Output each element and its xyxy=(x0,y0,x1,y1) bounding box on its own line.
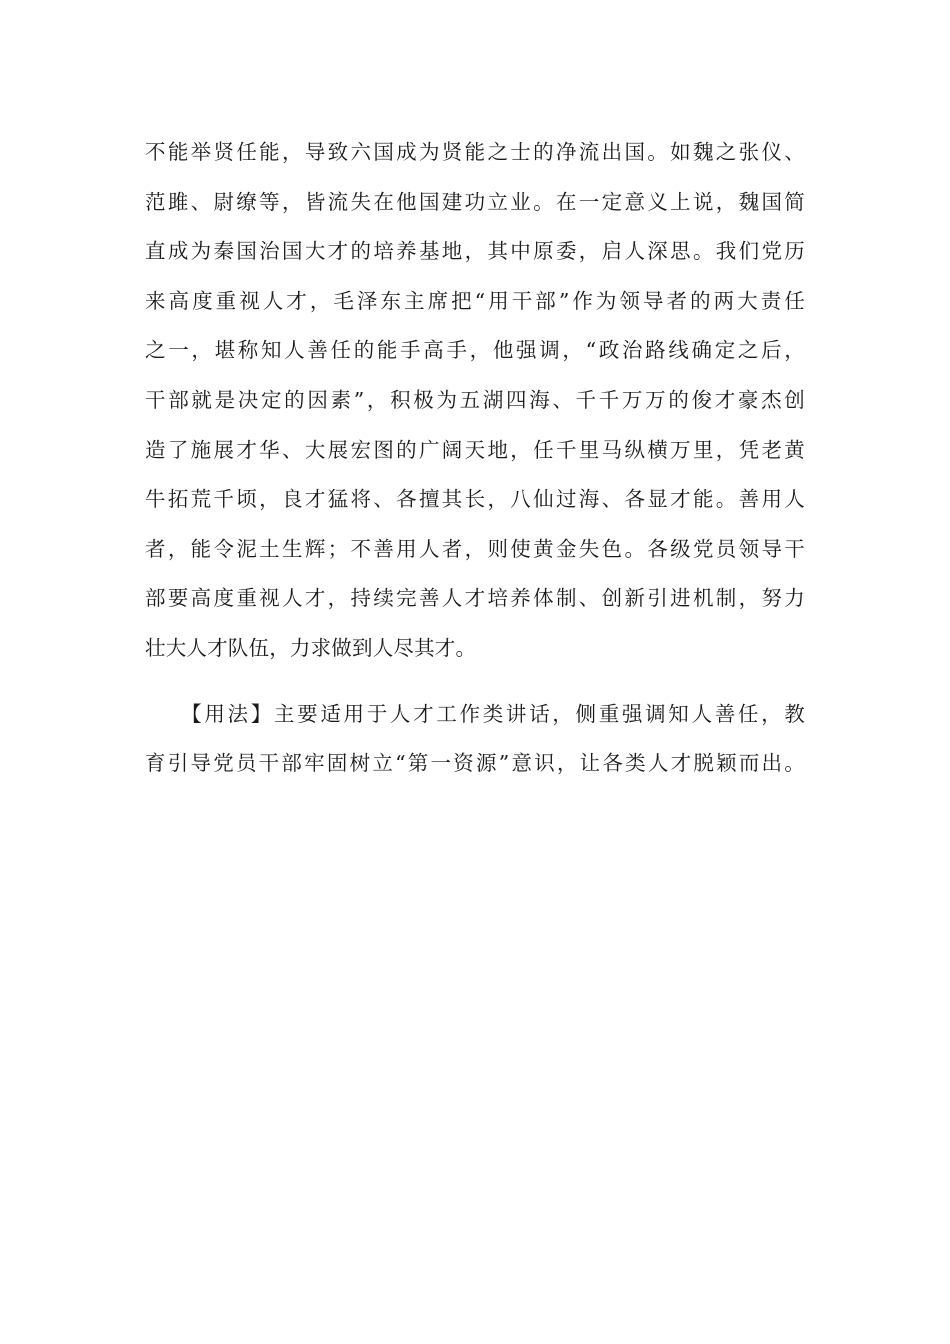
paragraph-line: 【用法】主要适用于人才工作类讲话，侧重强调知人善任，教 xyxy=(145,701,805,726)
paragraph-line: 者，能令泥土生辉；不善用人者，则使黄金失色。各级党员领导干 xyxy=(145,536,805,561)
paragraph-line: 范雎、尉缭等，皆流失在他国建功立业。在一定意义上说，魏国简 xyxy=(145,189,805,214)
paragraph-line: 造了施展才华、大展宏图的广阔天地，任千里马纵横万里，凭老黄 xyxy=(145,437,805,462)
paragraph-line: 不能举贤任能，导致六国成为贤能之士的净流出国。如魏之张仪、 xyxy=(145,140,805,164)
paragraph-line: 之一，堪称知人善任的能手高手，他强调，“政治路线确定之后， xyxy=(145,338,805,363)
paragraph-1 xyxy=(145,128,805,674)
paragraph-2 xyxy=(145,690,805,789)
paragraph-spacer xyxy=(145,674,805,690)
paragraph-line: 干部就是决定的因素”，积极为五湖四海、千千万万的俊才豪杰创 xyxy=(145,387,805,412)
paragraph-line: 牛拓荒千顷，良才猛将、各擅其长，八仙过海、各显才能。善用人 xyxy=(145,487,805,512)
paragraph-line: 壮大人才队伍，力求做到人尽其才。 xyxy=(145,635,477,660)
paragraph-line: 部要高度重视人才，持续完善人才培养体制、创新引进机制，努力 xyxy=(145,586,805,611)
document-body xyxy=(145,128,805,789)
paragraph-line: 来高度重视人才，毛泽东主席把“用干部”作为领导者的两大责任 xyxy=(145,288,805,313)
paragraph-line: 直成为秦国治国大才的培养基地，其中原委，启人深思。我们党历 xyxy=(145,239,805,264)
paragraph-line: 育引导党员干部牢固树立“第一资源”意识，让各类人才脱颖而出。 xyxy=(145,751,805,776)
